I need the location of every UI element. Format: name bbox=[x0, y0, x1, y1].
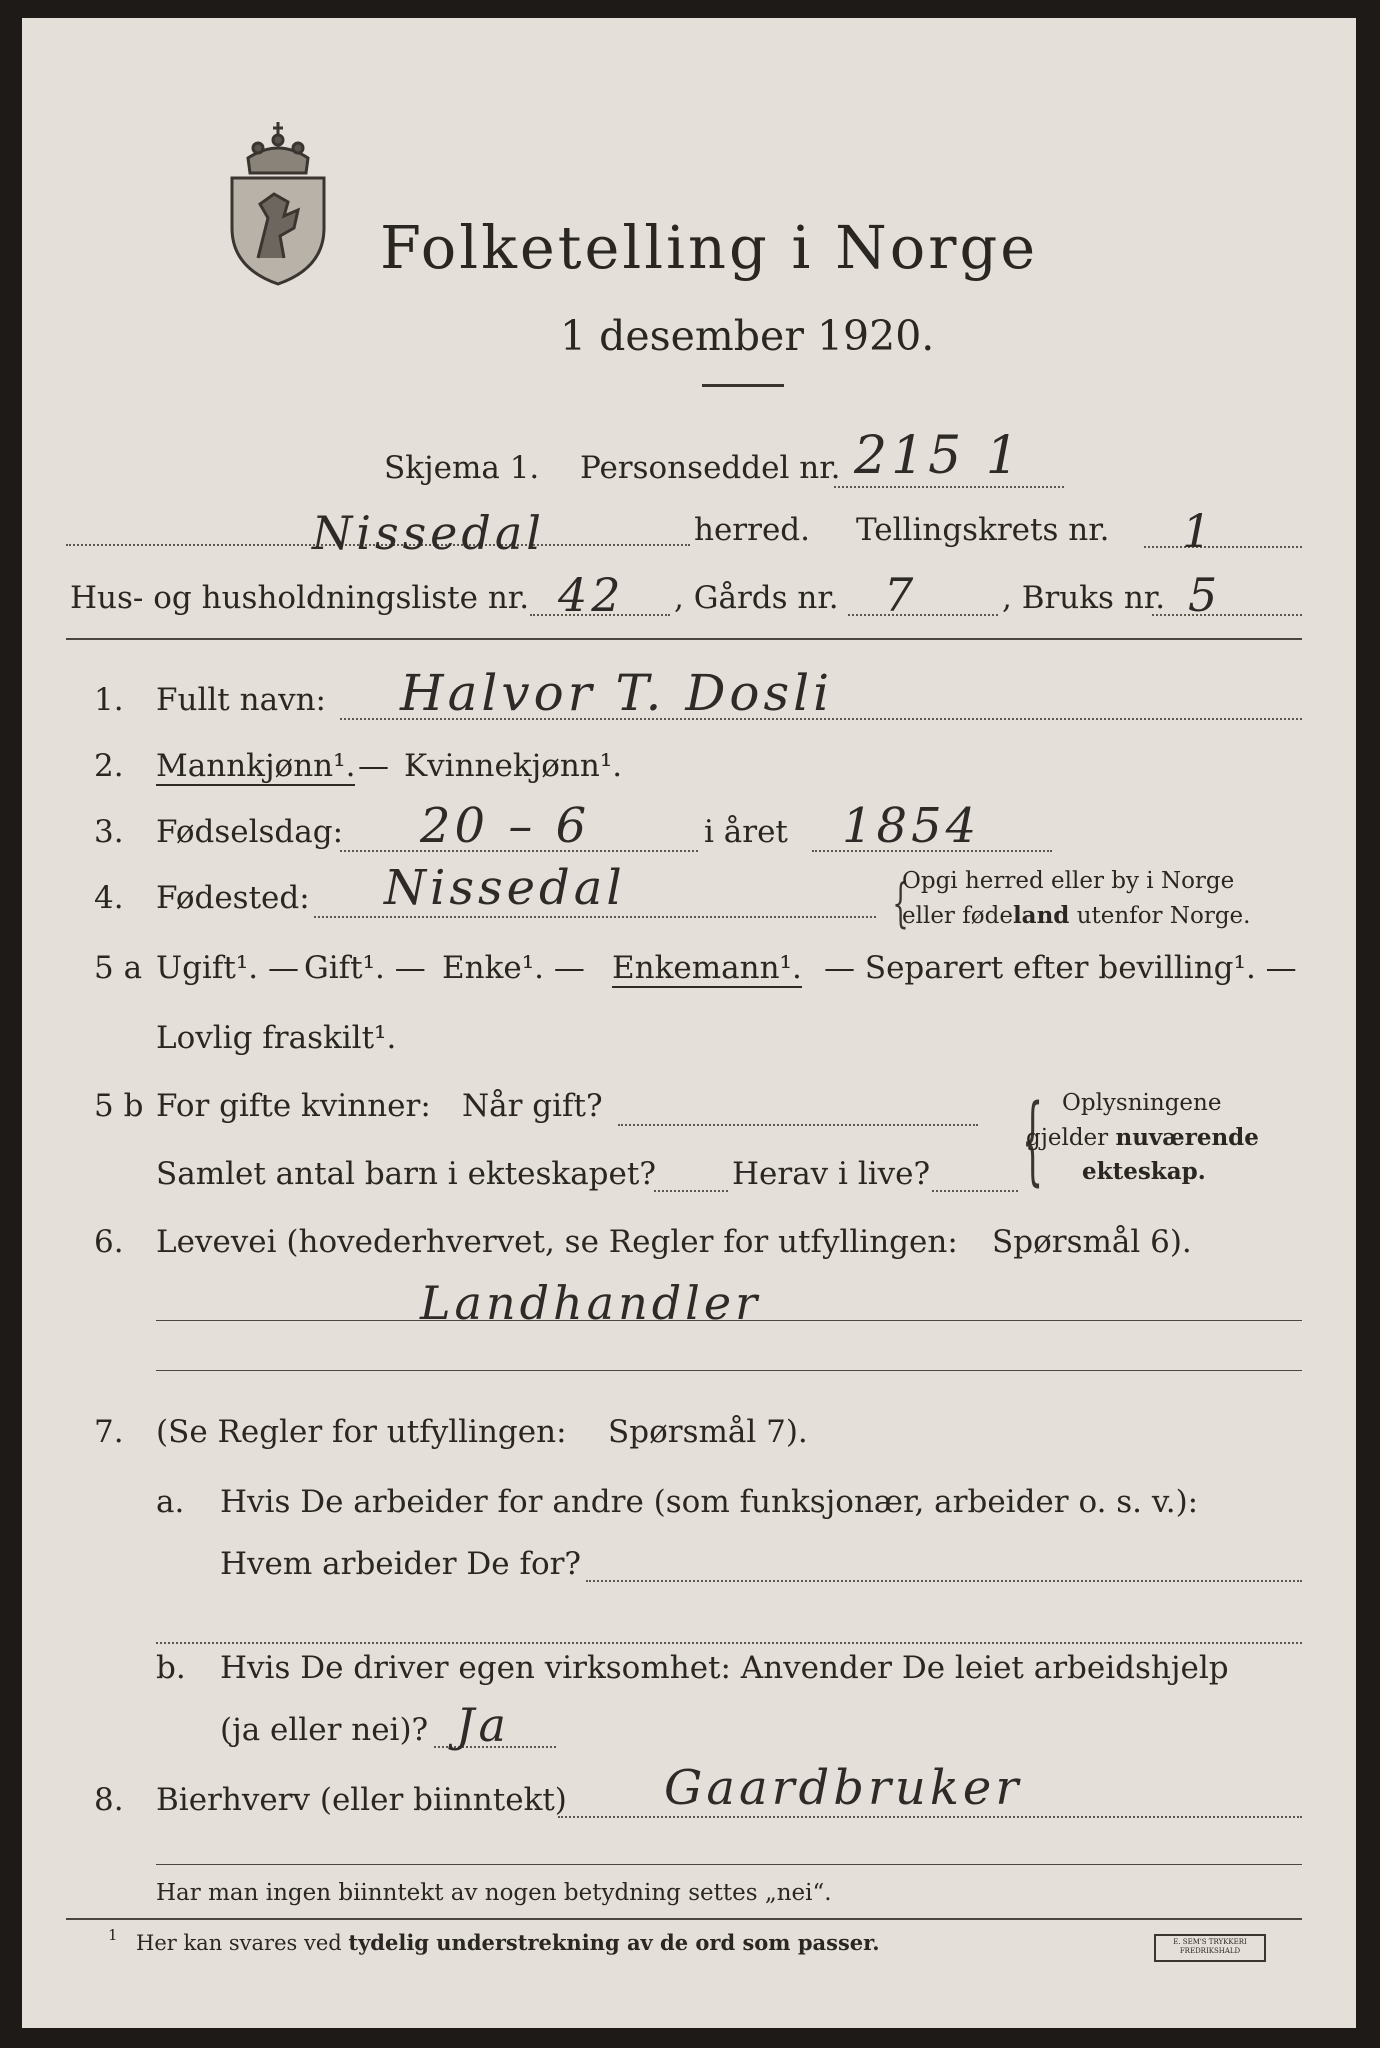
fraskilt-option[interactable]: Lovlig fraskilt¹. bbox=[156, 1020, 397, 1056]
q2-number: 2. bbox=[94, 748, 124, 784]
q5b-note-line1: Oplysningene bbox=[1062, 1090, 1222, 1116]
form-title: Folketelling i Norge bbox=[380, 213, 1039, 282]
q5b-note-line2 bbox=[1026, 1124, 1259, 1151]
live-label: Herav i live? bbox=[732, 1156, 931, 1192]
gards-label: , Gårds nr. bbox=[674, 580, 839, 616]
q4-brace: { bbox=[892, 874, 909, 934]
gards-value[interactable]: 7 bbox=[884, 568, 918, 622]
barn-label: Samlet antal barn i ekteskapet? bbox=[156, 1156, 656, 1192]
secondary-income-value[interactable]: Gaardbruker bbox=[664, 1760, 1023, 1816]
q4-note-line2 bbox=[902, 902, 1250, 929]
norway-coat-of-arms-icon bbox=[218, 118, 338, 288]
naar-gift-dots bbox=[618, 1124, 978, 1126]
q6-number: 6. bbox=[94, 1224, 124, 1260]
personseddel-value[interactable]: 215 1 bbox=[854, 426, 1023, 486]
occupation-value[interactable]: Landhandler bbox=[420, 1276, 762, 1330]
q8-line2 bbox=[156, 1864, 1302, 1865]
enke-option[interactable]: Enke¹. — bbox=[442, 950, 585, 986]
q8-dots bbox=[558, 1816, 1302, 1818]
male-option[interactable]: Mannkjønn¹. bbox=[156, 748, 356, 784]
birthdate-value[interactable]: 20 – 6 bbox=[420, 798, 591, 854]
hus-value[interactable]: 42 bbox=[558, 568, 625, 622]
q4-number: 4. bbox=[94, 880, 124, 916]
q3-year-label: i året bbox=[704, 814, 788, 850]
title-divider bbox=[702, 384, 784, 387]
q4-note-b: land bbox=[1012, 902, 1070, 929]
biinntekt-note: Har man ingen biinntekt av nogen betydning settes „nei“. bbox=[156, 1880, 832, 1906]
q2-separator: — bbox=[358, 748, 389, 784]
census-date: 1 desember 1920. bbox=[560, 312, 935, 360]
personseddel-dots bbox=[834, 486, 1064, 488]
bruks-label: , Bruks nr. bbox=[1002, 580, 1166, 616]
barn-dots bbox=[654, 1190, 728, 1192]
q5a-number: 5 a bbox=[94, 950, 143, 986]
skjema-label: Skjema 1. bbox=[384, 450, 540, 486]
printer-line2: FREDRIKSHALD bbox=[1179, 1947, 1241, 1955]
header-rule bbox=[66, 638, 1302, 640]
birthplace-value[interactable]: Nissedal bbox=[384, 860, 626, 916]
q7a-text: Hvis De arbeider for andre (som funksjonær, arbeider o. s. v.): bbox=[220, 1484, 1199, 1520]
q3-number: 3. bbox=[94, 814, 124, 850]
personseddel-label: Personseddel nr. bbox=[580, 450, 841, 486]
q7-ref: Spørsmål 7). bbox=[608, 1414, 808, 1450]
q7a-line2 bbox=[156, 1642, 1302, 1644]
footnote-b: tydelig understrekning av de ord som passer. bbox=[348, 1930, 880, 1955]
herred-value[interactable]: Nissedal bbox=[312, 506, 545, 560]
q1-number: 1. bbox=[94, 682, 124, 718]
footnote-rule bbox=[66, 1918, 1302, 1920]
q7b-letter: b. bbox=[156, 1650, 186, 1686]
printer-stamp bbox=[1154, 1934, 1266, 1962]
full-name-value[interactable]: Halvor T. Dosli bbox=[400, 664, 834, 722]
q7-number: 7. bbox=[94, 1414, 124, 1450]
herred-label: herred. bbox=[694, 512, 810, 548]
enkemann-option[interactable]: Enkemann¹. bbox=[612, 950, 802, 986]
live-dots bbox=[932, 1190, 1018, 1192]
gards-dots bbox=[848, 614, 998, 616]
q7b-question: (ja eller nei)? bbox=[220, 1712, 429, 1748]
bruks-dots bbox=[1152, 614, 1302, 616]
arbeidshjelp-value[interactable]: Ja bbox=[456, 1698, 510, 1752]
q5b-note-b: nuværende bbox=[1115, 1124, 1259, 1151]
q7a-letter: a. bbox=[156, 1484, 185, 1520]
tellingskrets-label: Tellingskrets nr. bbox=[856, 512, 1110, 548]
q5b-number: 5 b bbox=[94, 1088, 144, 1124]
tellingskrets-dots bbox=[1144, 546, 1302, 548]
q6-ref: Spørsmål 6). bbox=[992, 1224, 1192, 1260]
q4-note-a: eller føde bbox=[902, 903, 1013, 929]
q5b-note-line3: ekteskap. bbox=[1082, 1158, 1206, 1185]
q4-note-c: utenfor Norge. bbox=[1069, 903, 1251, 929]
tellingskrets-value[interactable]: 1 bbox=[1182, 504, 1216, 558]
printer-line1: E. SEM'S TRYKKERI bbox=[1173, 1938, 1247, 1946]
q5b-label: For gifte kvinner: bbox=[156, 1088, 431, 1124]
q6-label: Levevei (hovederhvervet, se Regler for utfyllingen: bbox=[156, 1224, 958, 1260]
q6-line2 bbox=[156, 1370, 1302, 1371]
census-form-sheet bbox=[22, 18, 1356, 2028]
footnote-text bbox=[136, 1930, 880, 1955]
q4-dots bbox=[314, 916, 876, 918]
q7-label: (Se Regler for utfyllingen: bbox=[156, 1414, 567, 1450]
naar-gift-label: Når gift? bbox=[462, 1088, 603, 1124]
q8-label: Bierhverv (eller biinntekt) bbox=[156, 1782, 567, 1818]
q7b-text: Hvis De driver egen virksomhet: Anvender De leiet arbeidshjelp bbox=[220, 1650, 1229, 1686]
q3-label: Fødselsdag: bbox=[156, 814, 344, 850]
q8-number: 8. bbox=[94, 1782, 124, 1818]
footnote-a: Her kan svares ved bbox=[136, 1931, 349, 1955]
footnote-mark: 1 bbox=[108, 1926, 118, 1944]
q4-note-line1: Opgi herred eller by i Norge bbox=[902, 868, 1235, 894]
q7a-dots bbox=[586, 1580, 1302, 1582]
hus-label: Hus- og husholdningsliste nr. bbox=[70, 580, 530, 616]
q7a-question: Hvem arbeider De for? bbox=[220, 1546, 582, 1582]
q4-label: Fødested: bbox=[156, 880, 310, 916]
bruks-value[interactable]: 5 bbox=[1188, 568, 1222, 622]
gift-option[interactable]: Gift¹. — bbox=[304, 950, 426, 986]
q1-label: Fullt navn: bbox=[156, 682, 326, 718]
q5b-note-a: gjelder bbox=[1026, 1125, 1116, 1151]
q5b-brace: { bbox=[1021, 1084, 1044, 1196]
separert-option[interactable]: — Separert efter bevilling¹. — bbox=[824, 950, 1297, 986]
female-option[interactable]: Kvinnekjønn¹. bbox=[404, 748, 623, 784]
birth-year-value[interactable]: 1854 bbox=[842, 798, 981, 854]
q6-line1 bbox=[156, 1320, 1302, 1321]
ugift-option[interactable]: Ugift¹. — bbox=[156, 950, 299, 986]
